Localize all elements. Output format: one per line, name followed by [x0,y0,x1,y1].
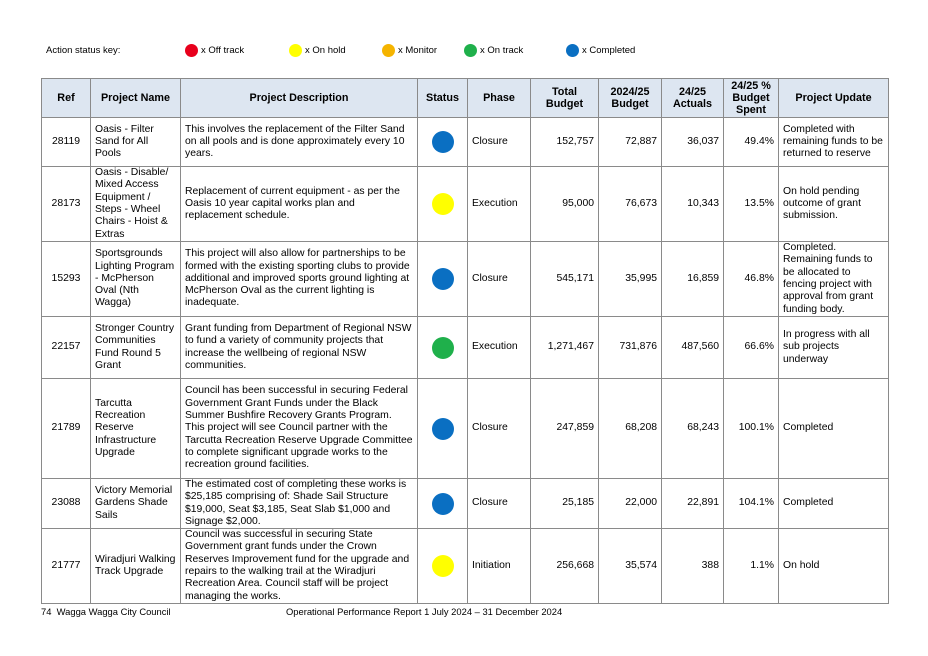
red-dot-icon [185,44,198,57]
cell-description: Replacement of current equipment - as per the Oasis 10 year capital works plan and replacement schedule. [181,167,418,242]
report-title: Operational Performance Report 1 July 2024 – 31 December 2024 [286,606,563,617]
cell-pct-spent: 104.1% [724,479,779,529]
key-item-on-hold [289,44,346,57]
header-ref: Ref [42,79,91,118]
cell-status [418,242,468,317]
cell-description: Council has been successful in securing Federal Government Grant Funds under the Black Summer Bushfire Recovery Grants Program. This project will see Council partner with the Tarcutta Recreation Reserve Upgrade Committee to complete significant upgrade works to the recreation ground facilities. [181,379,418,479]
table-row [42,167,889,242]
cell-project-update: On hold [779,529,889,604]
cell-status [418,317,468,379]
cell-actuals: 388 [662,529,724,604]
cell-description: Council was successful in securing State Government grant funds under the Crown Reserves Improvement fund for the upgrade and repairs to the walking trail at the Wiradjuri Recreation Area. Council staff will be project managing the works. [181,529,418,604]
cell-actuals: 10,343 [662,167,724,242]
header-status: Status [418,79,468,118]
cell-phase: Execution [468,317,531,379]
cell-project-update: Completed. Remaining funds to be allocated to fencing project with approval from grant funding body. [779,242,889,317]
cell-ref: 23088 [42,479,91,529]
cell-total-budget: 95,000 [531,167,599,242]
cell-total-budget: 256,668 [531,529,599,604]
amber-dot-icon [382,44,395,57]
key-label: x Completed [582,45,636,56]
cell-pct-spent: 49.4% [724,118,779,167]
header-phase: Phase [468,79,531,118]
cell-project-update: Completed [779,479,889,529]
cell-ref: 28119 [42,118,91,167]
cell-ref: 28173 [42,167,91,242]
table-row [42,242,889,317]
cell-project-update: Completed with remaining funds to be returned to reserve [779,118,889,167]
table-row [42,529,889,604]
cell-status [418,118,468,167]
key-item-monitor [382,44,437,57]
status-key-title: Action status key: [46,45,121,56]
cell-actuals: 487,560 [662,317,724,379]
cell-pct-spent: 13.5% [724,167,779,242]
cell-project-name: Victory Memorial Gardens Shade Sails [91,479,181,529]
cell-ref: 22157 [42,317,91,379]
cell-total-budget: 1,271,467 [531,317,599,379]
cell-2024-25-budget: 731,876 [599,317,662,379]
cell-total-budget: 545,171 [531,242,599,317]
table-row [42,317,889,379]
cell-status [418,479,468,529]
cell-pct-spent: 100.1% [724,379,779,479]
green-dot-icon [464,44,477,57]
status-dot-icon [432,268,454,290]
cell-ref: 21789 [42,379,91,479]
key-item-off-track [185,44,244,57]
cell-ref: 21777 [42,529,91,604]
cell-project-update: On hold pending outcome of grant submission. [779,167,889,242]
cell-status [418,529,468,604]
cell-2024-25-budget: 35,995 [599,242,662,317]
cell-total-budget: 247,859 [531,379,599,479]
cell-project-update: Completed [779,379,889,479]
yellow-dot-icon [289,44,302,57]
header-budget-spent: 24/25 % Budget Spent [724,79,779,118]
cell-project-name: Oasis - Disable/ Mixed Access Equipment / Steps - Wheel Chairs - Hoist & Extras [91,167,181,242]
cell-total-budget: 152,757 [531,118,599,167]
table-row [42,479,889,529]
cell-project-name: Sportsgrounds Lighting Program - McPherson Oval (Nth Wagga) [91,242,181,317]
cell-project-update: In progress with all sub projects underway [779,317,889,379]
organisation-name: Wagga Wagga City Council [56,606,171,617]
header-2024-25-budget: 2024/25 Budget [599,79,662,118]
key-item-on-track [464,44,523,57]
table-row [42,118,889,167]
header-total-budget: Total Budget [531,79,599,118]
key-label: x On hold [305,45,346,56]
header-24-25-actuals: 24/25 Actuals [662,79,724,118]
cell-project-name: Tarcutta Recreation Reserve Infrastructure Upgrade [91,379,181,479]
cell-total-budget: 25,185 [531,479,599,529]
blue-dot-icon [566,44,579,57]
projects-table [41,78,889,604]
cell-ref: 15293 [42,242,91,317]
footer-left [41,606,171,617]
header-project-name: Project Name [91,79,181,118]
status-dot-icon [432,193,454,215]
cell-status [418,379,468,479]
table-header-row [42,79,889,118]
cell-2024-25-budget: 72,887 [599,118,662,167]
cell-phase: Closure [468,242,531,317]
cell-pct-spent: 1.1% [724,529,779,604]
status-dot-icon [432,493,454,515]
cell-actuals: 68,243 [662,379,724,479]
key-label: x Off track [201,45,245,56]
cell-phase: Execution [468,167,531,242]
cell-project-name: Stronger Country Communities Fund Round 5 Grant [91,317,181,379]
cell-phase: Closure [468,118,531,167]
cell-description: This project will also allow for partnerships to be formed with the existing sporting clubs to provide additional and improved sports ground lighting at McPherson Oval as the current lighting is inadequate. [181,242,418,317]
table-row [42,379,889,479]
key-label: x On track [480,45,524,56]
cell-pct-spent: 66.6% [724,317,779,379]
cell-2024-25-budget: 76,673 [599,167,662,242]
cell-phase: Closure [468,479,531,529]
cell-description: This involves the replacement of the Filter Sand on all pools and is done approximately every 10 years. [181,118,418,167]
cell-project-name: Oasis - Filter Sand for All Pools [91,118,181,167]
status-dot-icon [432,337,454,359]
cell-description: The estimated cost of completing these works is $25,185 comprising of: Shade Sail Structure $19,000, Seat $3,185, Seat Slab $1,000 and Signage $2,000. [181,479,418,529]
status-dot-icon [432,131,454,153]
status-dot-icon [432,555,454,577]
cell-pct-spent: 46.8% [724,242,779,317]
cell-status [418,167,468,242]
cell-2024-25-budget: 22,000 [599,479,662,529]
key-item-completed [566,44,635,57]
header-project-update: Project Update [779,79,889,118]
cell-phase: Initiation [468,529,531,604]
cell-2024-25-budget: 35,574 [599,529,662,604]
cell-2024-25-budget: 68,208 [599,379,662,479]
key-label: x Monitor [398,45,438,56]
cell-phase: Closure [468,379,531,479]
page-number: 74 [41,606,52,617]
cell-actuals: 36,037 [662,118,724,167]
cell-actuals: 16,859 [662,242,724,317]
cell-project-name: Wiradjuri Walking Track Upgrade [91,529,181,604]
status-dot-icon [432,418,454,440]
header-project-description: Project Description [181,79,418,118]
cell-description: Grant funding from Department of Regional NSW to fund a variety of community projects that increase the wellbeing of regional NSW communities. [181,317,418,379]
cell-actuals: 22,891 [662,479,724,529]
